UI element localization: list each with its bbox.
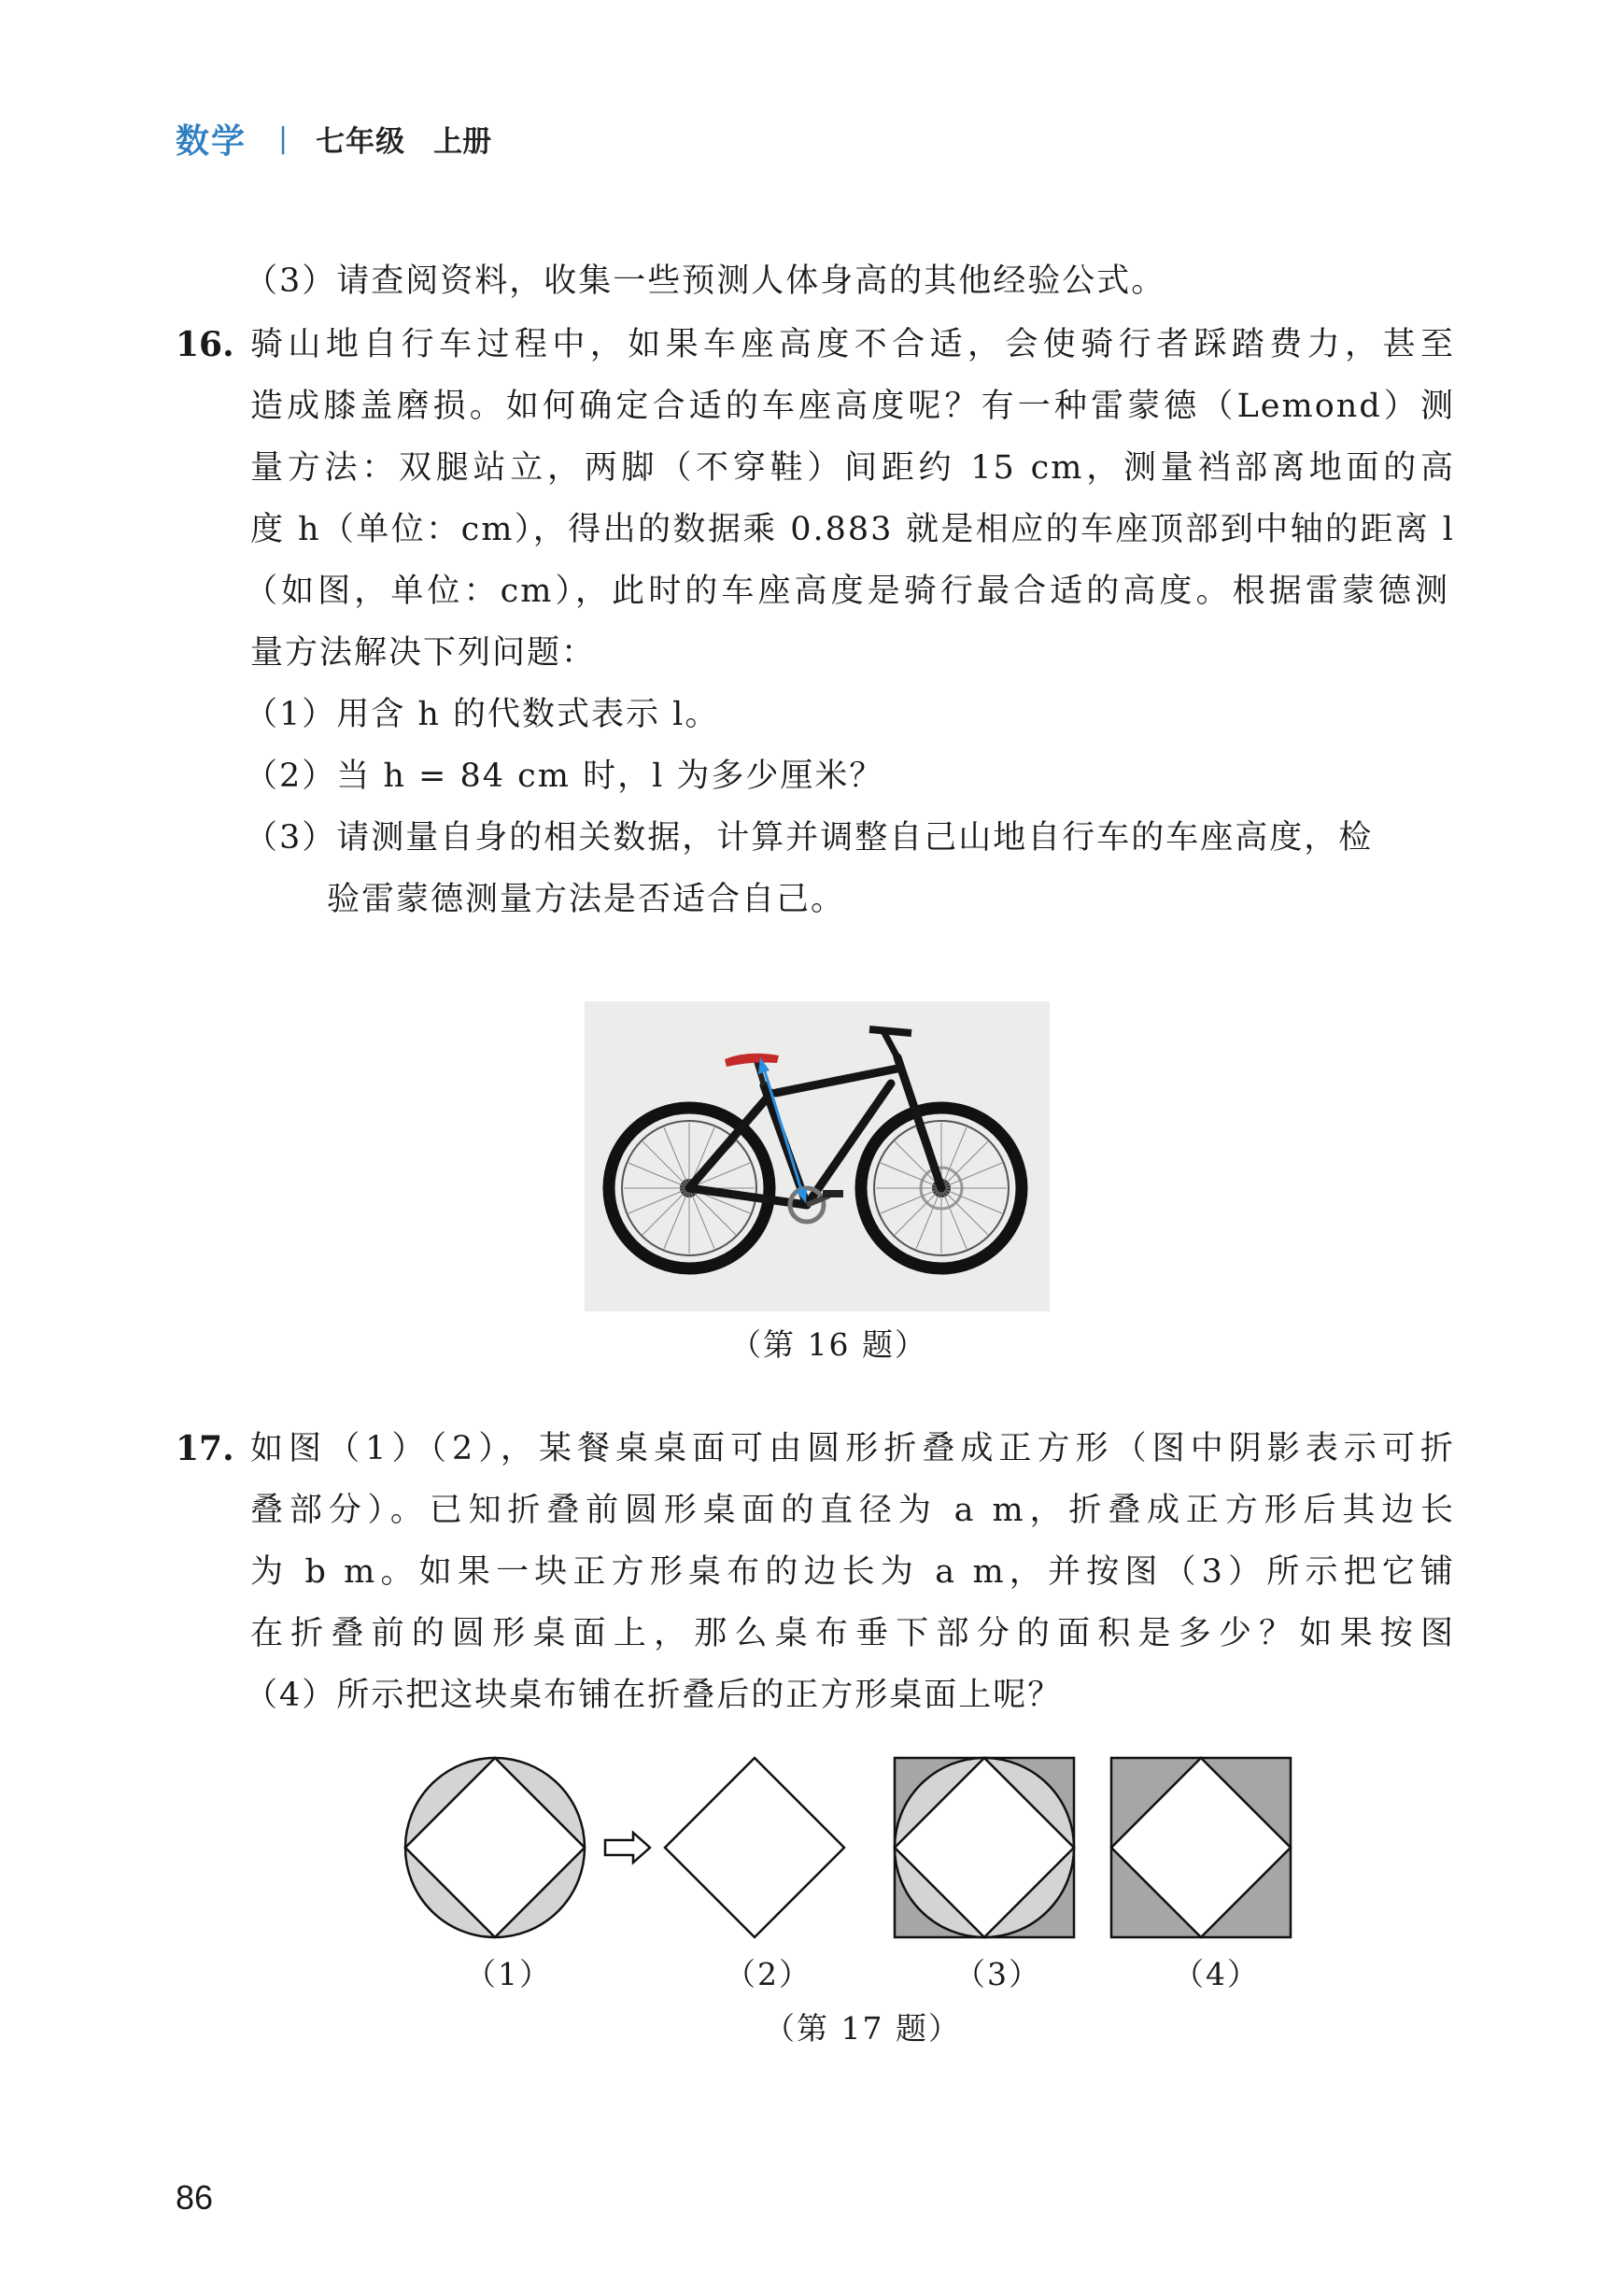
grade-label: 七年级 — [316, 124, 406, 159]
q17-line-5: （4）所示把这块桌布铺在折叠后的正方形桌面上呢？ — [245, 1677, 1063, 1714]
q16-line-5: （如图，单位：cm），此时的车座高度是骑行最合适的高度。根据雷蒙德测 — [245, 573, 1449, 610]
q17-line-4: 在折叠前的圆形桌面上，那么桌布垂下部分的面积是多少？如果按图 — [250, 1615, 1455, 1652]
q17-line-3: 为 b m。如果一块正方形桌布的边长为 a m，并按图（3）所示把它铺 — [250, 1553, 1455, 1591]
q16-caption: （第 16 题） — [730, 1326, 927, 1363]
subject-title: 数学 — [176, 121, 247, 161]
q17-caption: （第 17 题） — [764, 2010, 961, 2047]
q16-line-6: 量方法解决下列问题： — [250, 634, 597, 672]
figure-2-square — [665, 1758, 844, 1937]
bicycle-photo — [585, 1001, 1050, 1311]
q17-line-2: 叠部分）。已知折叠前圆形桌面的直径为 a m，折叠成正方形后其边长 — [250, 1492, 1455, 1529]
q16-part-1: （1）用含 h 的代数式表示 l。 — [245, 696, 720, 733]
q17-number: 17. — [176, 1429, 234, 1468]
header-separator: | — [278, 121, 289, 155]
figure-label-1: （1） — [465, 1956, 552, 1992]
figure-label-4: （4） — [1173, 1956, 1260, 1992]
q16-line-4: 度 h（单位：cm），得出的数据乘 0.883 就是相应的车座顶部到中轴的距离 l — [250, 511, 1455, 548]
q16-line-1: 骑山地自行车过程中，如果车座高度不合适，会使骑行者踩踏费力，甚至 — [250, 326, 1455, 363]
q15-part3: （3）请查阅资料，收集一些预测人体身高的其他经验公式。 — [245, 262, 1166, 300]
q16-number: 16. — [176, 325, 234, 364]
q16-part-2: （2）当 h = 84 cm 时，l 为多少厘米？ — [245, 758, 884, 795]
q16-part-3: （3）请测量自身的相关数据，计算并调整自己山地自行车的车座高度，检 — [245, 819, 1374, 857]
figure-label-2: （2） — [725, 1956, 812, 1992]
q17-line-1: 如图（1）（2），某餐桌桌面可由圆形折叠成正方形（图中阴影表示可折 — [250, 1430, 1455, 1467]
q17-figures — [392, 1754, 1326, 1988]
figure-4-cloth-square — [1111, 1758, 1291, 1937]
page-number: 86 — [176, 2178, 214, 2217]
figure-label-3: （3） — [954, 1956, 1041, 1992]
q16-line-2: 造成膝盖磨损。如何确定合适的车座高度呢？有一种雷蒙德（Lemond）测 — [250, 388, 1455, 425]
q16-part-3-cont: 验雷蒙德测量方法是否适合自己。 — [327, 881, 846, 918]
bicycle-drawing — [585, 1001, 1050, 1311]
page-header — [176, 110, 491, 166]
figure-1-circle — [405, 1758, 585, 1937]
q16-line-3: 量方法：双腿站立，两脚（不穿鞋）间距约 15 cm，测量裆部离地面的高 — [250, 449, 1455, 487]
volume-label: 上册 — [433, 124, 492, 159]
fold-arrow-icon — [605, 1833, 650, 1863]
figure-3-cloth-circle — [895, 1758, 1074, 1937]
